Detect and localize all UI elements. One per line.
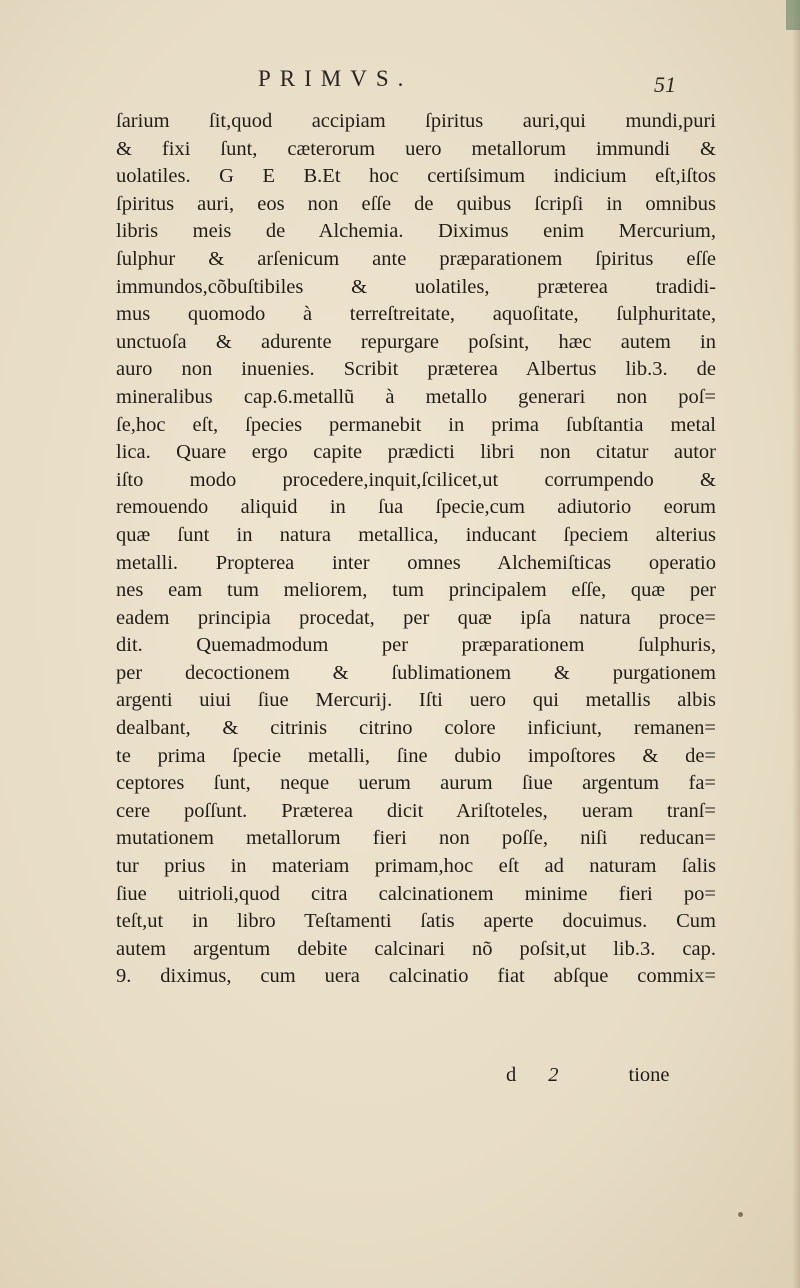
- signature-line: [500, 1064, 700, 1094]
- text-line: nes eam tum meliorem, tum principalem eſſe, quæ per: [116, 579, 716, 602]
- catchword: tione: [628, 1064, 670, 1086]
- text-line: mutationem metallorum fieri non poſſe, niſi reducan=: [116, 827, 716, 850]
- text-line: iſto modo procedere,inquit,ſcilicet,ut corrumpendo &: [116, 468, 716, 491]
- text-line: dealbant, & citrinis citrino colore inficiunt, remanen=: [116, 717, 716, 740]
- text-line: immundos,cõbuſtibiles & uolatiles, præterea tradidi-: [116, 275, 716, 298]
- text-line: & fixi ſunt, cæterorum uero metallorum immundi &: [116, 137, 716, 160]
- text-line: ſpiritus auri, eos non eſſe de quibus ſcripſi in omnibus: [116, 192, 716, 215]
- body-text: [116, 108, 716, 1068]
- text-line: unctuoſa & adurente repurgare poſsint, hæc autem in: [116, 330, 716, 353]
- text-line: autem argentum debite calcinari nõ poſsit,ut lib.3. cap.: [116, 937, 716, 960]
- running-head: PRIMVS.: [258, 66, 413, 91]
- text-line: tur prius in materiam primam,hoc eſt ad naturam ſalis: [116, 855, 716, 878]
- text-line: lica. Quare ergo capite prædicti libri non citatur autor: [116, 441, 716, 464]
- text-line: auro non inuenies. Scribit præterea Albertus lib.3. de: [116, 358, 716, 381]
- folio-number: 51: [654, 72, 676, 97]
- text-line: eadem principia procedat, per quæ ipſa natura proce=: [116, 606, 716, 629]
- text-line: ſulphur & arſenicum ante præparationem ſpiritus eſſe: [116, 247, 716, 270]
- text-line: 9. diximus, cum uera calcinatio fiat abſque commix=: [116, 965, 716, 988]
- text-line: per decoctionem & ſublimationem & purgationem: [116, 661, 716, 684]
- page-corner-mark: [786, 0, 800, 30]
- signature-letter: d: [506, 1064, 517, 1086]
- text-line: teſt,ut in libro Teſtamenti ſatis aperte docuimus. Cum: [116, 910, 716, 933]
- text-line: metalli. Propterea inter omnes Alchemiſticas operatio: [116, 551, 716, 574]
- text-line: argenti uiui ſiue Mercurij. Iſti uero qui metallis albis: [116, 689, 716, 712]
- text-line: te prima ſpecie metalli, ſine dubio impoſtores & de=: [116, 744, 716, 767]
- text-line: cere poſſunt. Præterea dicit Ariſtoteles, ueram tranſ=: [116, 799, 716, 822]
- page-edge-shadow: [792, 0, 800, 1288]
- text-line: libris meis de Alchemia. Diximus enim Mercurium,: [116, 220, 716, 243]
- text-line: quæ ſunt in natura metallica, inducant ſpeciem alterius: [116, 523, 716, 546]
- signature-number: 2: [548, 1064, 559, 1086]
- text-line: ſarium ſit,quod accipiam ſpiritus auri,qui mundi,puri: [116, 110, 716, 132]
- text-line: ceptores ſunt, neque uerum aurum ſiue argentum fa=: [116, 772, 716, 795]
- ink-spot: [738, 1212, 743, 1217]
- text-line: uolatiles. G E B.Et hoc certiſsimum indicium eſt,iſtos: [116, 165, 716, 188]
- text-line: ſiue uitrioli,quod citra calcinationem minime fieri po=: [116, 882, 716, 905]
- text-line: mus quomodo à terreſtreitate, aquoſitate, ſulphuritate,: [116, 303, 716, 326]
- text-line: remouendo aliquid in ſua ſpecie,cum adiutorio eorum: [116, 496, 716, 519]
- text-line: mineralibus cap.6.metallũ à metallo generari non poſ=: [116, 385, 716, 408]
- text-line: dit. Quemadmodum per præparationem ſulphuris,: [116, 634, 716, 657]
- text-line: ſe,hoc eſt, ſpecies permanebit in prima ſubſtantia metal: [116, 413, 716, 436]
